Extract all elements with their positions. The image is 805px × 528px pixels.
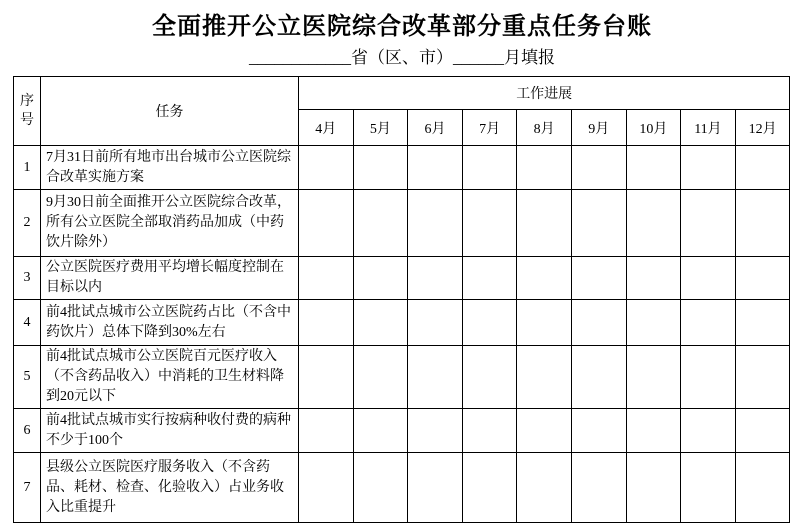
progress-empty-cell	[626, 257, 681, 300]
progress-empty-cell	[408, 190, 463, 257]
progress-empty-cell	[571, 146, 626, 190]
task-description-cell: 9月30日前全面推开公立医院综合改革，所有公立医院全部取消药品加成（中药饮片除外）	[41, 190, 299, 257]
task-description-cell: 前4批试点城市公立医院药占比（不含中药饮片）总体下降到30%左右	[41, 300, 299, 346]
task-description-cell: 县级公立医院医疗服务收入（不含药品、耗材、检查、化验收入）占业务收入比重提升	[41, 453, 299, 523]
progress-empty-cell	[408, 346, 463, 409]
progress-empty-cell	[626, 190, 681, 257]
page-title: 全面推开公立医院综合改革部分重点任务台账	[152, 14, 652, 40]
month-header-5: 5月	[353, 110, 408, 146]
progress-empty-cell	[735, 409, 790, 453]
table-row	[14, 300, 790, 346]
task-description-cell: 前4批试点城市实行按病种收付费的病种不少于100个	[41, 409, 299, 453]
progress-empty-cell	[735, 257, 790, 300]
progress-empty-cell	[571, 300, 626, 346]
progress-empty-cell	[681, 453, 736, 523]
row-number-cell: 4	[14, 300, 41, 346]
progress-empty-cell	[353, 453, 408, 523]
progress-empty-cell	[462, 300, 517, 346]
progress-empty-cell	[353, 257, 408, 300]
progress-empty-cell	[408, 257, 463, 300]
progress-empty-cell	[571, 409, 626, 453]
progress-empty-cell	[462, 190, 517, 257]
subtitle-fill-in-line: ____________省（区、市）______月填报	[249, 48, 555, 67]
progress-empty-cell	[299, 346, 354, 409]
progress-empty-cell	[626, 346, 681, 409]
progress-empty-cell	[735, 146, 790, 190]
table-row	[14, 257, 790, 300]
table-row	[14, 190, 790, 257]
progress-empty-cell	[299, 257, 354, 300]
progress-empty-cell	[462, 146, 517, 190]
progress-empty-cell	[299, 300, 354, 346]
progress-empty-cell	[299, 409, 354, 453]
progress-empty-cell	[681, 257, 736, 300]
row-number-cell: 6	[14, 409, 41, 453]
progress-empty-cell	[517, 409, 572, 453]
progress-empty-cell	[408, 300, 463, 346]
progress-empty-cell	[517, 300, 572, 346]
task-ledger-table	[13, 76, 790, 523]
progress-empty-cell	[299, 453, 354, 523]
row-number-cell: 1	[14, 146, 41, 190]
row-number-cell: 3	[14, 257, 41, 300]
table-row	[14, 346, 790, 409]
month-header-12: 12月	[735, 110, 790, 146]
month-header-10: 10月	[626, 110, 681, 146]
month-header-4: 4月	[299, 110, 354, 146]
progress-empty-cell	[681, 300, 736, 346]
table-row	[14, 409, 790, 453]
task-description-cell: 7月31日前所有地市出台城市公立医院综合改革实施方案	[41, 146, 299, 190]
progress-empty-cell	[735, 346, 790, 409]
progress-empty-cell	[735, 190, 790, 257]
progress-empty-cell	[681, 190, 736, 257]
progress-empty-cell	[353, 190, 408, 257]
progress-empty-cell	[408, 146, 463, 190]
progress-empty-cell	[462, 257, 517, 300]
progress-empty-cell	[353, 300, 408, 346]
task-description-cell: 公立医院医疗费用平均增长幅度控制在目标以内	[41, 257, 299, 300]
progress-empty-cell	[408, 409, 463, 453]
progress-empty-cell	[462, 453, 517, 523]
row-number-cell: 7	[14, 453, 41, 523]
progress-empty-cell	[462, 409, 517, 453]
progress-empty-cell	[517, 257, 572, 300]
table-row	[14, 453, 790, 523]
progress-empty-cell	[626, 453, 681, 523]
table-row	[14, 146, 790, 190]
progress-empty-cell	[462, 346, 517, 409]
progress-empty-cell	[353, 146, 408, 190]
progress-empty-cell	[571, 257, 626, 300]
row-number-cell: 5	[14, 346, 41, 409]
progress-empty-cell	[571, 190, 626, 257]
header-row-top	[14, 77, 790, 110]
progress-empty-cell	[408, 453, 463, 523]
progress-empty-cell	[299, 190, 354, 257]
progress-empty-cell	[353, 409, 408, 453]
column-header-work-progress: 工作进展	[299, 77, 790, 110]
column-header-serial-number: 序号	[14, 77, 41, 146]
month-header-8: 8月	[517, 110, 572, 146]
progress-empty-cell	[517, 190, 572, 257]
progress-empty-cell	[681, 409, 736, 453]
progress-empty-cell	[353, 346, 408, 409]
month-header-7: 7月	[462, 110, 517, 146]
progress-empty-cell	[517, 346, 572, 409]
progress-empty-cell	[517, 453, 572, 523]
progress-empty-cell	[681, 346, 736, 409]
month-header-6: 6月	[408, 110, 463, 146]
progress-empty-cell	[626, 146, 681, 190]
progress-empty-cell	[626, 300, 681, 346]
month-header-11: 11月	[681, 110, 736, 146]
task-description-cell: 前4批试点城市公立医院百元医疗收入（不含药品收入）中消耗的卫生材料降到20元以下	[41, 346, 299, 409]
row-number-cell: 2	[14, 190, 41, 257]
progress-empty-cell	[735, 453, 790, 523]
progress-empty-cell	[735, 300, 790, 346]
progress-empty-cell	[571, 346, 626, 409]
progress-empty-cell	[681, 146, 736, 190]
progress-empty-cell	[626, 409, 681, 453]
progress-empty-cell	[571, 453, 626, 523]
month-header-9: 9月	[571, 110, 626, 146]
progress-empty-cell	[517, 146, 572, 190]
progress-empty-cell	[299, 146, 354, 190]
column-header-task: 任务	[41, 77, 299, 146]
